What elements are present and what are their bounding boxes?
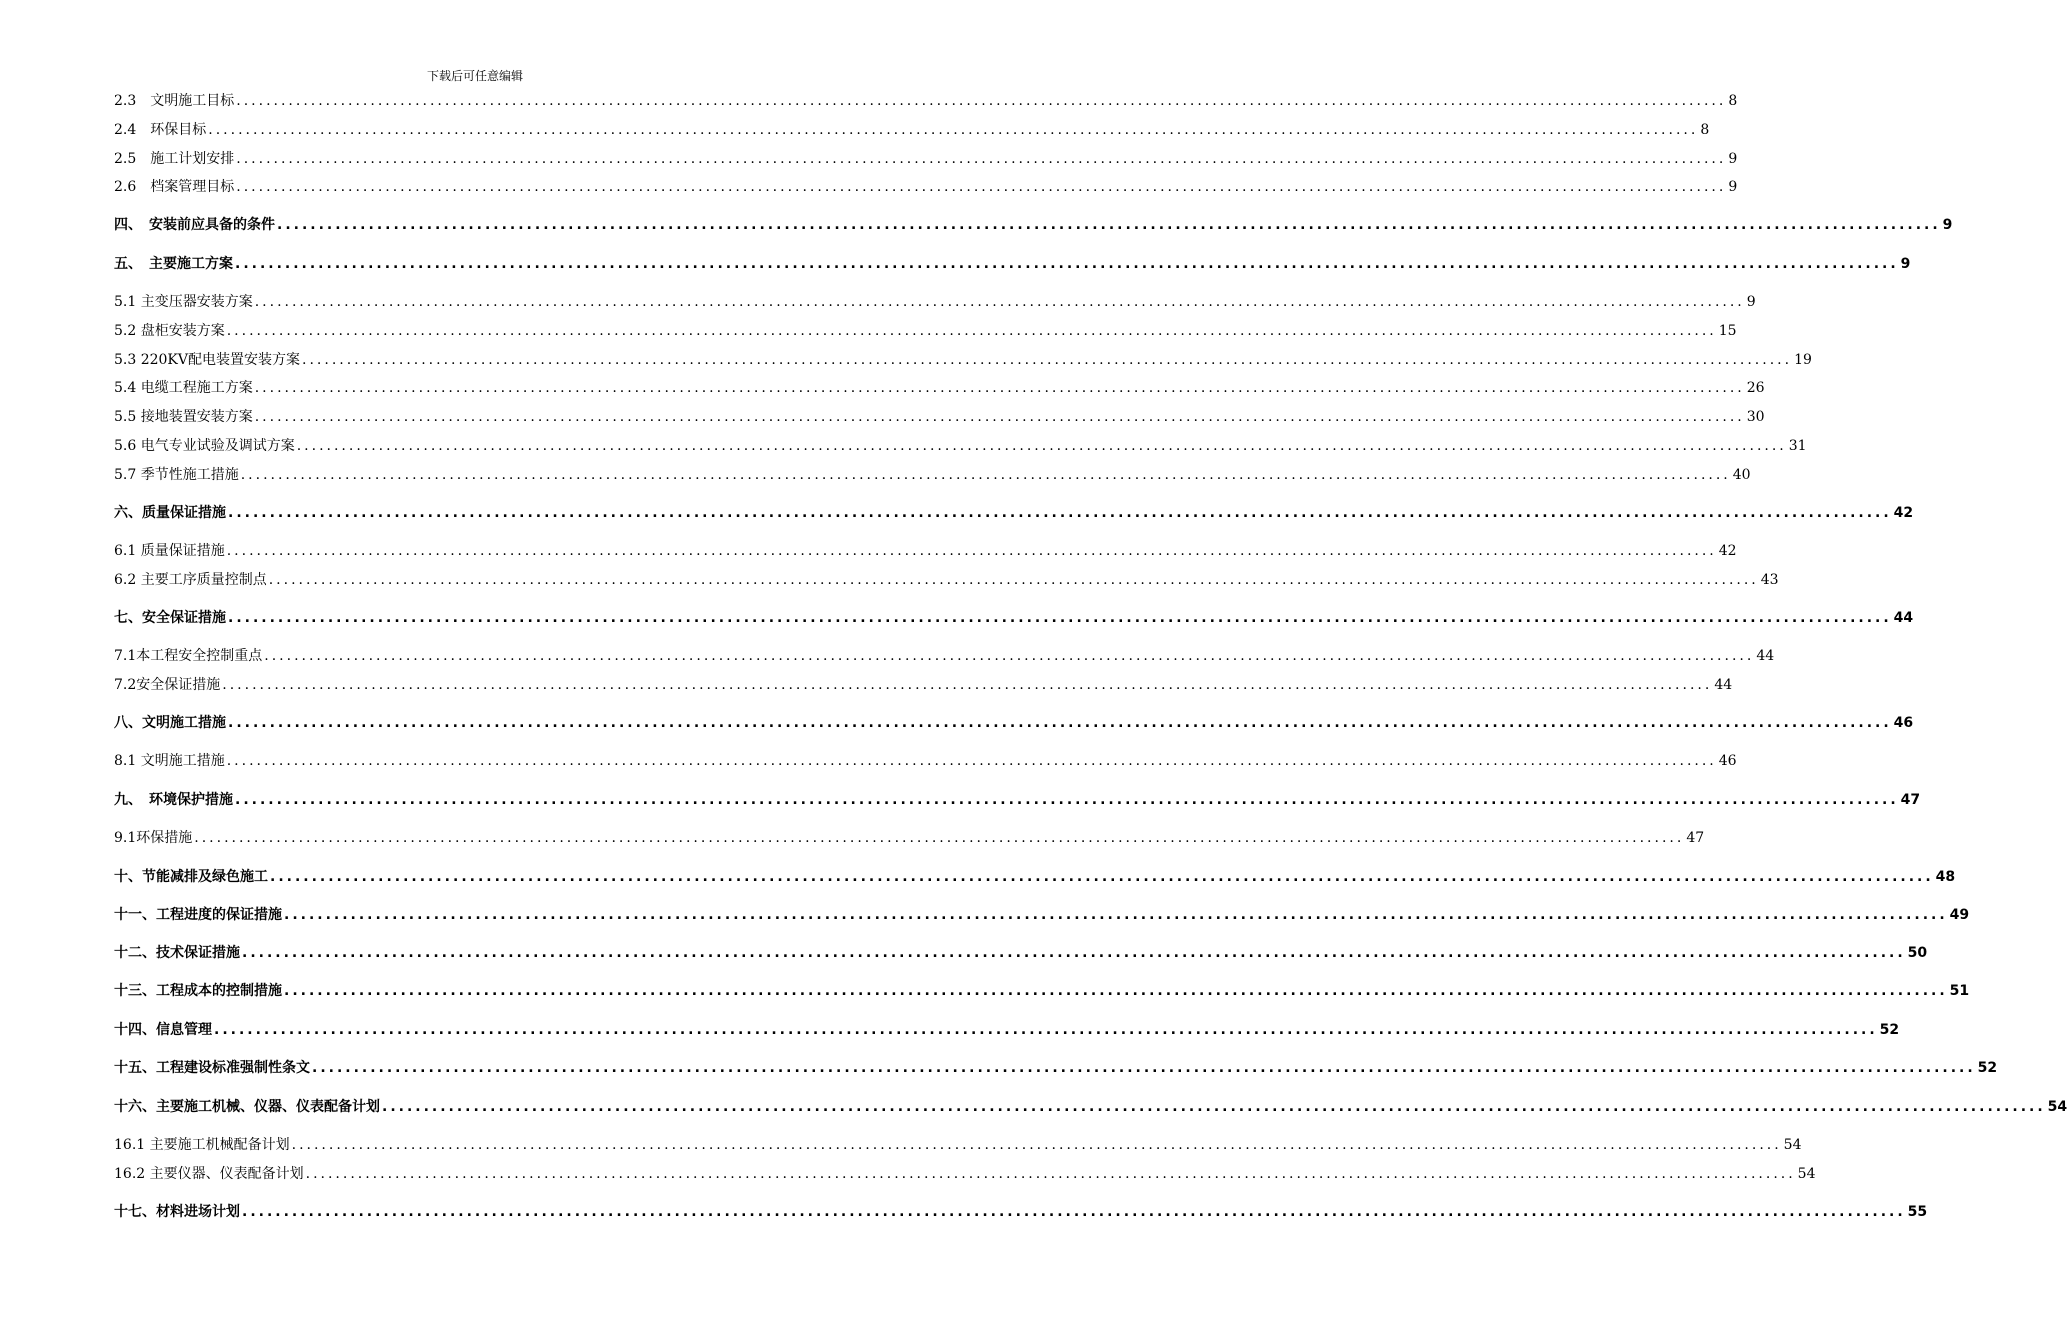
- toc-entry-page: 48: [1935, 869, 1956, 885]
- toc-entry-label: 2.5 施工计划安排: [114, 151, 235, 167]
- toc-leader-dots: ........................................................................................................................................................................................................: [305, 1166, 1796, 1182]
- toc-leader-dots: ........................................................................................................................................................................................................: [226, 323, 1717, 339]
- toc-entry-page: 47: [1686, 830, 1705, 846]
- toc-entry-label: 2.3 文明施工目标: [114, 93, 235, 109]
- toc-entry-label: 十七、材料进场计划: [114, 1204, 240, 1220]
- toc-entry-page: 9: [1900, 256, 1911, 272]
- toc-leader-dots: ........................................................................................................................................................................................................: [222, 677, 1713, 693]
- toc-leader-dots: ........................................................................................................................................................................................................: [254, 294, 1745, 310]
- toc-entry-label: 5.6 电气专业试验及调试方案: [114, 438, 295, 454]
- toc-entry[interactable]: [114, 1164, 1816, 1184]
- toc-entry-page: 8: [1728, 93, 1738, 109]
- toc-entry-page: 54: [1797, 1166, 1816, 1182]
- toc-leader-dots: ........................................................................................................................................................................................................: [226, 543, 1717, 559]
- toc-entry-page: 15: [1718, 323, 1737, 339]
- toc-entry-label: 六、质量保证措施: [114, 505, 226, 521]
- toc-entry[interactable]: [114, 502, 1914, 524]
- toc-leader-dots: ........................................................................................................................................................................................................: [242, 945, 1906, 961]
- toc-entry[interactable]: [114, 751, 1737, 771]
- toc-entry-label: 五、 主要施工方案: [114, 256, 233, 272]
- toc-leader-dots: ........................................................................................................................................................................................................: [268, 572, 1759, 588]
- toc-leader-dots: ........................................................................................................................................................................................................: [277, 217, 1941, 233]
- toc-entry-label: 十一、工程进度的保证措施: [114, 907, 282, 923]
- toc-entry[interactable]: [114, 214, 1953, 236]
- toc-entry-label: 七、安全保证措施: [114, 610, 226, 626]
- toc-entry-page: 44: [1756, 648, 1775, 664]
- toc-leader-dots: ........................................................................................................................................................................................................: [291, 1137, 1782, 1153]
- toc-entry-label: 十三、工程成本的控制措施: [114, 983, 282, 999]
- toc-entry[interactable]: [114, 1201, 1928, 1223]
- toc-entry-page: 8: [1700, 122, 1710, 138]
- toc-entry-page: 26: [1746, 380, 1765, 396]
- toc-leader-dots: ........................................................................................................................................................................................................: [236, 151, 1727, 167]
- toc-entry[interactable]: [114, 607, 1914, 629]
- toc-entry[interactable]: [114, 712, 1914, 734]
- page-header: 下载后可任意编辑: [426, 69, 523, 83]
- toc-entry[interactable]: [114, 465, 1751, 485]
- toc-entry-page: 49: [1949, 907, 1970, 923]
- toc-entry-page: 50: [1907, 945, 1928, 961]
- toc-entry-page: 46: [1718, 753, 1737, 769]
- toc-entry-page: 30: [1746, 409, 1765, 425]
- toc-entry-page: 47: [1900, 792, 1921, 808]
- toc-entry[interactable]: [114, 292, 1756, 312]
- toc-entry-label: 5.3 220KV配电装置安装方案: [114, 352, 301, 368]
- toc-leader-dots: ........................................................................................................................................................................................................: [228, 610, 1892, 626]
- toc-leader-dots: ........................................................................................................................................................................................................: [284, 983, 1948, 999]
- toc-leader-dots: ........................................................................................................................................................................................................: [296, 438, 1787, 454]
- toc-entry-label: 九、 环境保护措施: [114, 792, 233, 808]
- toc-entry-label: 四、 安装前应具备的条件: [114, 217, 275, 233]
- toc-entry-label: 5.4 电缆工程施工方案: [114, 380, 253, 396]
- toc-entry-page: 19: [1794, 352, 1812, 368]
- toc-entry-label: 十六、主要施工机械、仪器、仪表配备计划: [114, 1099, 380, 1115]
- toc-entry-page: 9: [1728, 151, 1738, 167]
- toc-entry-label: 5.1 主变压器安装方案: [114, 294, 253, 310]
- toc-leader-dots: ........................................................................................................................................................................................................: [270, 869, 1934, 885]
- toc-entry[interactable]: [114, 1135, 1802, 1155]
- toc-entry-page: 55: [1907, 1204, 1928, 1220]
- toc-leader-dots: ........................................................................................................................................................................................................: [214, 1022, 1878, 1038]
- toc-entry-label: 6.2 主要工序质量控制点: [114, 572, 267, 588]
- toc-entry-label: 十二、技术保证措施: [114, 945, 240, 961]
- toc-leader-dots: ........................................................................................................................................................................................................: [264, 648, 1755, 664]
- toc-entry[interactable]: [114, 828, 1705, 848]
- toc-leader-dots: ........................................................................................................................................................................................................: [236, 179, 1727, 195]
- toc-entry[interactable]: [114, 350, 1812, 370]
- toc-entry-label: 7.2安全保证措施: [114, 677, 221, 693]
- toc-entry[interactable]: [114, 149, 1738, 169]
- toc-entry[interactable]: [114, 321, 1737, 341]
- toc-leader-dots: ........................................................................................................................................................................................................: [228, 505, 1892, 521]
- toc-leader-dots: ........................................................................................................................................................................................................: [242, 1204, 1906, 1220]
- toc-entry-label: 16.1 主要施工机械配备计划: [114, 1137, 290, 1153]
- toc-entry[interactable]: [114, 980, 1970, 1002]
- toc-leader-dots: ........................................................................................................................................................................................................: [235, 792, 1899, 808]
- toc-entry-page: 44: [1893, 610, 1914, 626]
- toc-entry-page: 54: [1783, 1137, 1802, 1153]
- toc-leader-dots: ........................................................................................................................................................................................................: [254, 380, 1745, 396]
- toc-leader-dots: ........................................................................................................................................................................................................: [236, 93, 1727, 109]
- toc-entry-page: 9: [1728, 179, 1738, 195]
- toc-entry[interactable]: [114, 541, 1737, 561]
- toc-entry-label: 5.2 盘柜安装方案: [114, 323, 225, 339]
- toc-leader-dots: ........................................................................................................................................................................................................: [194, 830, 1685, 846]
- toc-leader-dots: ........................................................................................................................................................................................................: [312, 1060, 1976, 1076]
- toc-entry[interactable]: [114, 378, 1765, 398]
- toc-entry[interactable]: [114, 646, 1775, 666]
- toc-entry[interactable]: [114, 1019, 1900, 1041]
- toc-leader-dots: ........................................................................................................................................................................................................: [284, 907, 1948, 923]
- toc-entry-page: 54: [2047, 1099, 2067, 1115]
- toc-leader-dots: ........................................................................................................................................................................................................: [240, 467, 1731, 483]
- toc-entry-label: 2.4 环保目标: [114, 122, 207, 138]
- toc-entry-page: 9: [1746, 294, 1756, 310]
- toc-entry[interactable]: [114, 1057, 1998, 1079]
- toc-entry-label: 八、文明施工措施: [114, 715, 226, 731]
- toc-entry-page: 9: [1942, 217, 1953, 233]
- toc-entry-label: 十五、工程建设标准强制性条文: [114, 1060, 310, 1076]
- toc-entry[interactable]: [114, 407, 1765, 427]
- toc-entry-page: 51: [1949, 983, 1970, 999]
- toc-entry-page: 52: [1977, 1060, 1998, 1076]
- toc-entry-label: 16.2 主要仪器、仪表配备计划: [114, 1166, 304, 1182]
- toc-entry-label: 十、节能减排及绿色施工: [114, 869, 268, 885]
- toc-leader-dots: ........................................................................................................................................................................................................: [208, 122, 1699, 138]
- toc-leader-dots: ........................................................................................................................................................................................................: [235, 256, 1899, 272]
- toc-entry-page: 42: [1893, 505, 1914, 521]
- toc-entry[interactable]: [114, 1096, 2067, 1118]
- toc-leader-dots: ........................................................................................................................................................................................................: [228, 715, 1892, 731]
- toc-entry-label: 十四、信息管理: [114, 1022, 212, 1038]
- toc-entry-label: 6.1 质量保证措施: [114, 543, 225, 559]
- toc-entry[interactable]: [114, 436, 1807, 456]
- toc-entry-label: 5.7 季节性施工措施: [114, 467, 239, 483]
- toc-entry[interactable]: [114, 570, 1779, 590]
- toc-entry[interactable]: [114, 866, 1956, 888]
- toc-entry[interactable]: [114, 904, 1970, 926]
- toc-entry[interactable]: [114, 120, 1710, 140]
- toc-entry[interactable]: [114, 942, 1928, 964]
- toc-entry[interactable]: [114, 177, 1738, 197]
- toc-entry[interactable]: [114, 253, 1911, 275]
- toc-entry[interactable]: [114, 675, 1733, 695]
- toc-entry-label: 8.1 文明施工措施: [114, 753, 225, 769]
- toc-entry-label: 2.6 档案管理目标: [114, 179, 235, 195]
- toc-entry-page: 40: [1732, 467, 1751, 483]
- toc-entry[interactable]: [114, 789, 1921, 811]
- toc-entry-page: 52: [1879, 1022, 1900, 1038]
- toc-leader-dots: ........................................................................................................................................................................................................: [302, 352, 1793, 368]
- toc-leader-dots: ........................................................................................................................................................................................................: [226, 753, 1717, 769]
- toc-entry-page: 31: [1788, 438, 1807, 454]
- toc-entry-label: 9.1环保措施: [114, 830, 193, 846]
- toc-entry-page: 44: [1714, 677, 1733, 693]
- toc-entry[interactable]: [114, 91, 1738, 111]
- toc-entry-label: 5.5 接地装置安装方案: [114, 409, 253, 425]
- toc-leader-dots: ........................................................................................................................................................................................................: [382, 1099, 2046, 1115]
- toc-entry-page: 42: [1718, 543, 1737, 559]
- toc-entry-page: 43: [1760, 572, 1779, 588]
- toc-leader-dots: ........................................................................................................................................................................................................: [254, 409, 1745, 425]
- toc-entry-label: 7.1本工程安全控制重点: [114, 648, 263, 664]
- toc-entry-page: 46: [1893, 715, 1914, 731]
